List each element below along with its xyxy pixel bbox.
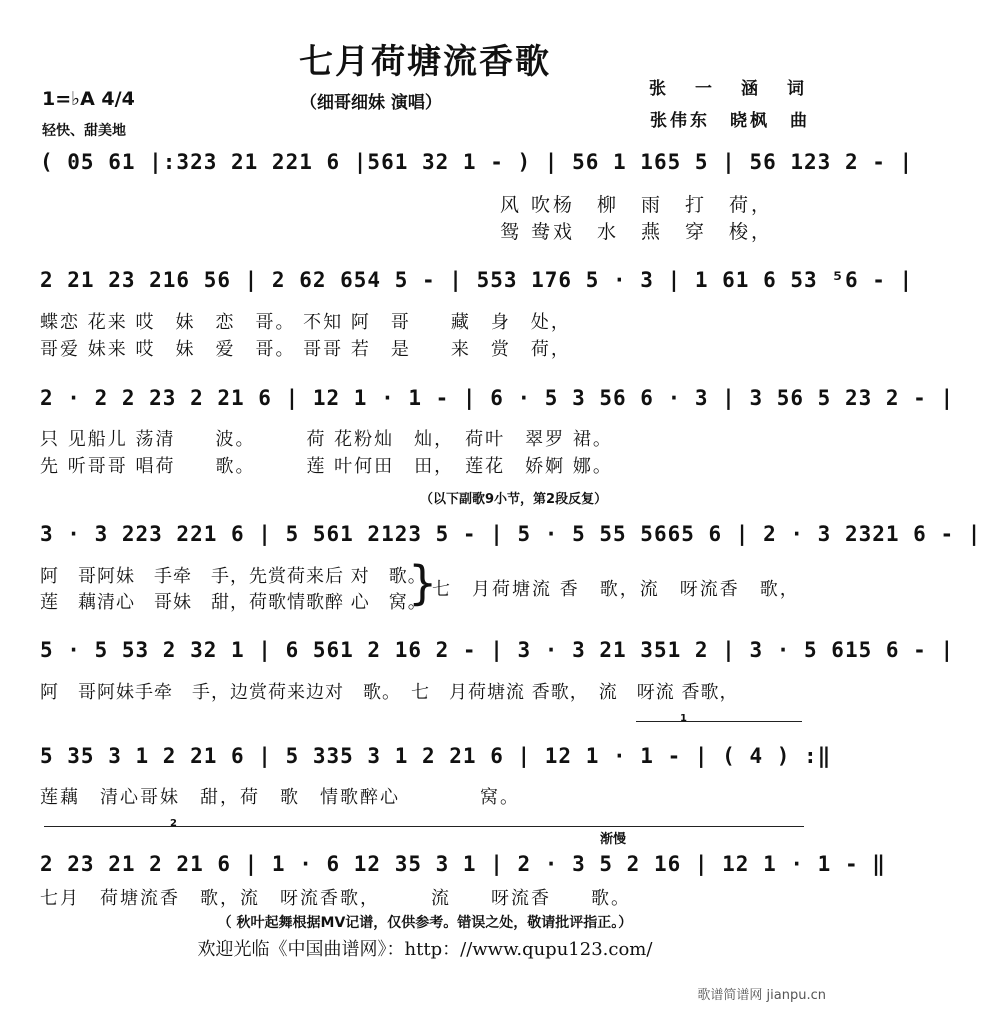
lyric-row-1-verse-1: 风 吹杨 柳 雨 打 荷， [500,194,774,216]
transcription-footnote: （ 秋叶起舞根据MV记谱，仅供参考。错误之处，敬请批评指正。） [217,915,633,931]
notation-row-2: 2 21 23 216 56 | 2 62 654 5 - | 553 176 5 · 3 | 1 61 6 53 ⁵6 - | [40,268,914,292]
lyric-row-3-verse-2: 先 听哥哥 唱荷 歌。 莲 叶何田 田， 莲花 娇婀 娜。 [40,456,613,477]
notation-row-3: 2 · 2 2 23 2 21 6 | 12 1 · 1 - | 6 · 5 3 56 6 · 3 | 3 56 5 23 2 - | [40,386,955,410]
performer-subtitle: （细哥细妹 演唱） [300,93,442,113]
lyric-row-7: 七月 荷塘流香 歌，流 呀流香歌， 流 呀流香 歌。 [40,888,631,909]
lyric-row-2-verse-1: 蝶恋 花来 哎 妹 恋 哥。 不知 阿 哥 藏 身 处， [40,312,571,333]
notation-row-1: ( 05 61 |:323 21 221 6 |561 32 1 - ) | 56 1 165 5 | 56 123 2 - | [40,150,914,174]
lyric-row-3-verse-1: 只 见船儿 荡清 波。 荷 花粉灿 灿， 荷叶 翠罗 裙。 [40,429,613,450]
composer-credit: 张伟东 晓枫 曲 [650,111,810,131]
site-watermark: 歌谱简谱网 jianpu.cn [697,988,826,1003]
chorus-lyric-row-4: 七 月荷塘流 香 歌，流 呀流香 歌， [432,579,800,600]
lyric-row-5: 阿 哥阿妹手牵 手，边赏荷来边对 歌。 七 月荷塘流 香歌， 流 呀流 香歌， [40,682,739,703]
volta-1-bracket [636,721,802,722]
key-signature: 1=♭A 4/4 [42,88,135,110]
website-welcome: 欢迎光临《中国曲谱网》：http：//www.qupu123.com/ [197,939,653,960]
lyric-row-4-verse-1: 阿 哥阿妹 手牵 手，先赏荷来后 对 歌。 [40,566,427,587]
notation-row-7: 2 23 21 2 21 6 | 1 · 6 12 35 3 1 | 2 · 3 5 2 16 | 12 1 · 1 - ‖ [40,852,886,876]
repeat-annotation: （以下副歌9小节，第2段反复） [420,492,608,507]
lyricist-credit: 张 一 涵 词 [649,79,810,99]
lyric-row-1-verse-2: 鸳 鸯戏 水 燕 穿 梭， [500,221,774,243]
notation-row-4: 3 · 3 223 221 6 | 5 561 2123 5 - | 5 · 5 55 5665 6 | 2 · 3 2321 6 - | [40,522,981,546]
lyric-row-4-verse-2: 莲 藕清心 哥妹 甜，荷歌情歌醉 心 窝。 [40,592,427,613]
volta-1-number: 1 [680,713,687,724]
tempo-marking: 轻快、甜美地 [42,123,126,139]
song-title: 七月荷塘流香歌 [299,42,551,82]
lyric-row-6: 莲藕 清心哥妹 甜，荷 歌 情歌醉心 窝。 [40,787,520,808]
ritardando-marking: 渐慢 [600,832,627,847]
volta-2-bracket [44,826,804,827]
notation-row-5: 5 · 5 53 2 32 1 | 6 561 2 16 2 - | 3 · 3 21 351 2 | 3 · 5 615 6 - | [40,638,955,662]
volta-2-number: 2 [170,818,177,829]
verse-brace: } [408,556,438,610]
notation-row-6: 5 35 3 1 2 21 6 | 5 335 3 1 2 21 6 | 12 1 · 1 - | ( 4 ) :‖ [40,744,832,768]
lyric-row-2-verse-2: 哥爱 妹来 哎 妹 爱 哥。 哥哥 若 是 来 赏 荷， [40,339,571,360]
